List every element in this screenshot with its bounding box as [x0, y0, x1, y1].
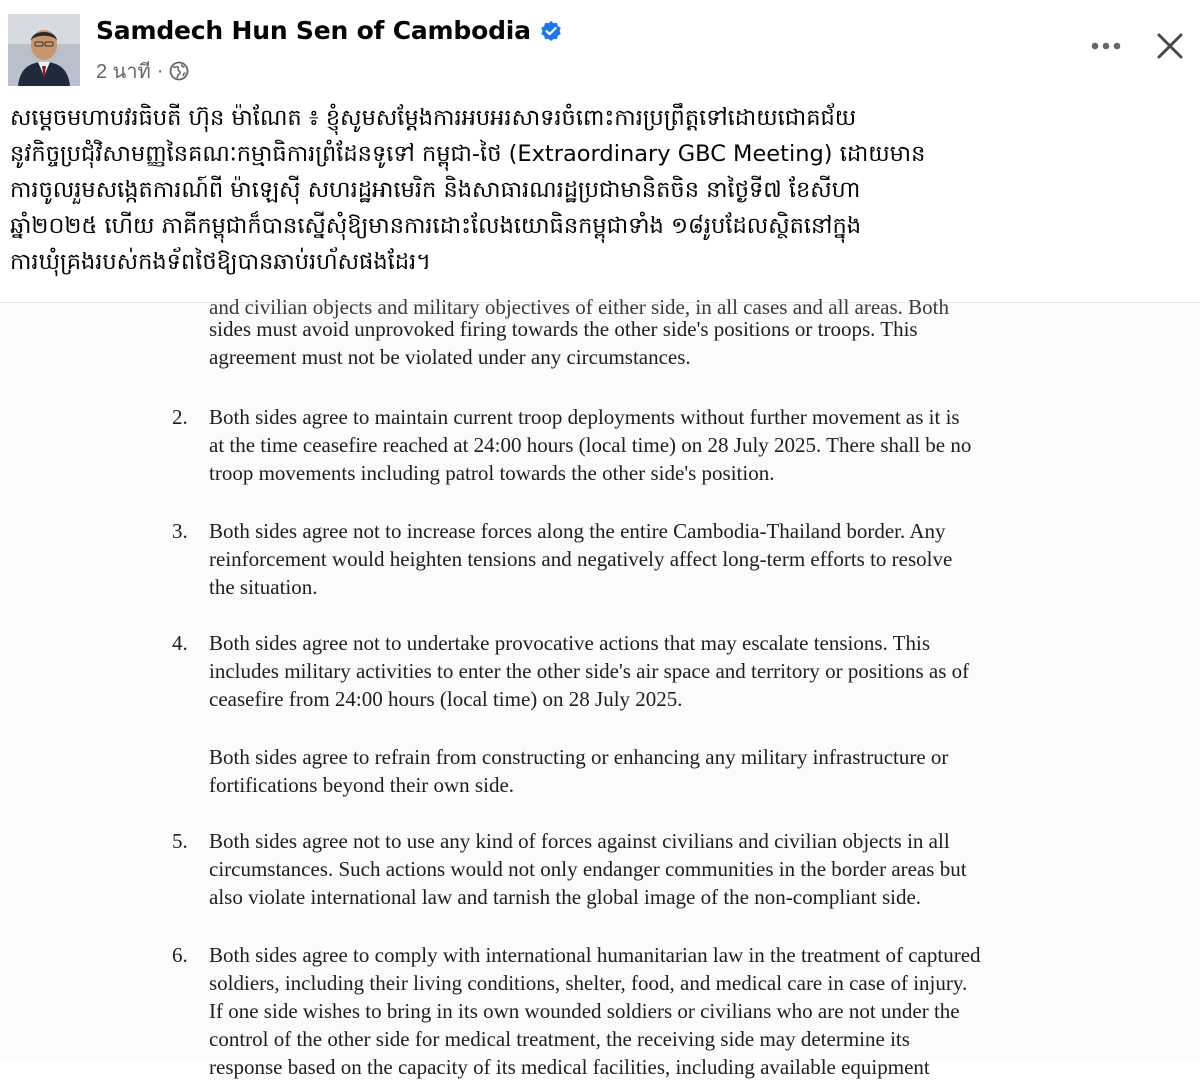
- meta-separator: ·: [156, 59, 164, 82]
- author-row: [96, 16, 562, 45]
- document-line: sides must avoid unprovoked firing towards the other side's positions or troops. This: [209, 317, 918, 341]
- document-intro: [209, 315, 1071, 371]
- document-line: Both sides agree to comply with international humanitarian law in the treatment of captured: [209, 943, 981, 967]
- caption-line: នូវកិច្ចប្រជុំវិសាមញ្ញនៃគណៈកម្មាធិការព្រំដែនទូទៅ កម្ពុជា-ថៃ (Extraordinary GBC Meeting) ដោយមាន: [10, 141, 926, 167]
- document-item: [209, 941, 1071, 1081]
- caption-line: ឆ្នាំ២០២៥ ហើយ ភាគីកម្ពុជាក៏បានស្នើសុំឱ្យមានការដោះលែងយោធិនកម្ពុជាទាំង ១៨រូបដែលស្ថិតនៅក្នុង: [10, 213, 862, 239]
- more-options-icon: [1091, 42, 1121, 50]
- item-number: 4.: [172, 631, 188, 655]
- item-number: 2.: [172, 405, 188, 429]
- caption-line: ការចូលរួមសង្កេតការណ៍ពី ម៉ាឡេស៊ី សហរដ្ឋអាមេរិក និងសាធារណរដ្ឋប្រជាមានិតចិន នាថ្ងៃទី៧ ខែសីហា: [10, 177, 861, 203]
- avatar-portrait-icon: [8, 14, 80, 86]
- globe-icon[interactable]: [169, 61, 189, 81]
- document-line: If one side wishes to bring in its own wounded soldiers or civilians who are not under the: [209, 999, 960, 1023]
- document-line: Both sides agree to maintain current troop deployments without further movement as it is: [209, 405, 960, 429]
- document-item: [209, 517, 1071, 601]
- document-line: agreement must not be violated under any circumstances.: [209, 345, 691, 369]
- document-line: troop movements including patrol towards the other side's position.: [209, 461, 775, 485]
- document-line: Both sides agree to refrain from constructing or enhancing any military infrastructure or: [209, 745, 949, 769]
- document-line: soldiers, including their living conditions, shelter, food, and medical care in case of injury.: [209, 971, 968, 995]
- document-line: fortifications beyond their own side.: [209, 773, 515, 797]
- verified-badge-icon: [540, 20, 562, 42]
- close-button[interactable]: [1148, 24, 1192, 68]
- document-line: control of the other side for medical treatment, the receiving side may determine its: [209, 1027, 910, 1051]
- item-number: 3.: [172, 519, 188, 543]
- post-header: [0, 0, 1200, 96]
- document-image[interactable]: [0, 295, 1200, 1079]
- avatar[interactable]: [8, 14, 80, 86]
- document-cut-line: and civilian objects and military objectives of either side, in all cases and all areas. Both: [209, 295, 950, 319]
- item-number: 5.: [172, 829, 188, 853]
- document-line: Both sides agree not to use any kind of forces against civilians and civilian objects in all: [209, 829, 950, 853]
- document-line: Both sides agree not to undertake provocative actions that may escalate tensions. This: [209, 631, 930, 655]
- more-options-button[interactable]: [1082, 26, 1130, 66]
- document-line: response based on the capacity of its medical facilities, including available equipment: [209, 1055, 930, 1079]
- item-number: 6.: [172, 943, 188, 967]
- document-item: [209, 629, 1071, 713]
- document-item-extra: [209, 743, 1071, 799]
- document-line: also violate international law and tarnish the global image of the non-compliant side.: [209, 885, 922, 909]
- caption-line: សម្តេចមហាបវរធិបតី ហ៊ុន ម៉ាណែត ៖ ខ្ញុំសូមសម្តែងការអបអរសាទរចំពោះការប្រព្រឹត្តទៅដោយជោគជ័យ: [10, 105, 857, 131]
- document-line: includes military activities to enter the other side's air space and territory or positions as of: [209, 659, 970, 683]
- close-icon: [1156, 32, 1184, 60]
- document-line: the situation.: [209, 575, 318, 599]
- document-item: [209, 403, 1071, 487]
- document-item: [209, 827, 1071, 911]
- document-line: ceasefire from 24:00 hours (local time) on 28 July 2025.: [209, 687, 683, 711]
- post-timestamp[interactable]: 2 นาที: [96, 61, 151, 83]
- document-line: at the time ceasefire reached at 24:00 hours (local time) on 28 July 2025. There shall be no: [209, 433, 972, 457]
- document-line: Both sides agree not to increase forces along the entire Cambodia-Thailand border. Any: [209, 519, 946, 543]
- post-caption: [10, 100, 1190, 280]
- post-meta: [96, 55, 189, 87]
- caption-line: ការឃុំគ្រងរបស់កងទ័ពថៃឱ្យបានឆាប់រហ័សផងដែរ។: [10, 249, 431, 275]
- author-name[interactable]: Samdech Hun Sen of Cambodia: [96, 16, 531, 45]
- document-line: circumstances. Such actions would not only endanger communities in the border areas but: [209, 857, 967, 881]
- document-line: reinforcement would heighten tensions and negatively affect long-term efforts to resolve: [209, 547, 953, 571]
